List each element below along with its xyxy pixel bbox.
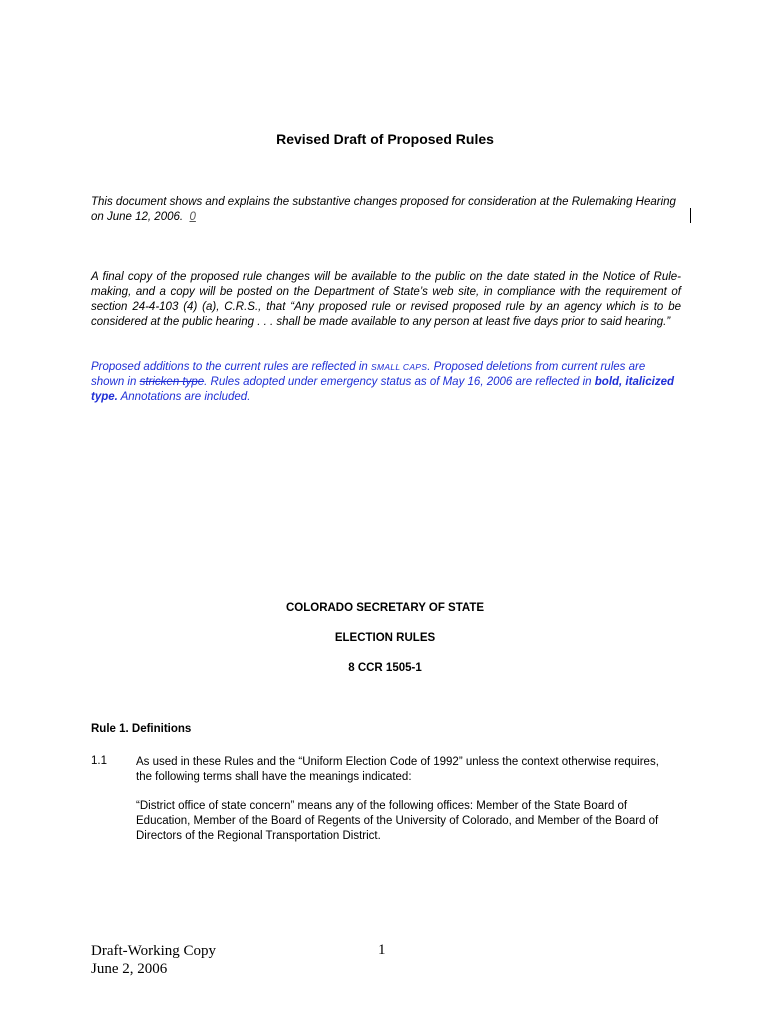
legend-bold-italic: bold, italicized type.: [91, 376, 674, 403]
agency-heading: COLORADO SECRETARY OF STATE: [285, 602, 485, 614]
page-number: 1: [378, 942, 386, 958]
intro-paragraph: [91, 195, 691, 225]
legend-part3: . Rules adopted under emergency status as of May 16, 2006 are reflected in: [204, 376, 592, 388]
footer-info: [91, 942, 216, 978]
footnote-reference[interactable]: 0: [189, 211, 196, 223]
footer-label: Draft-Working Copy: [91, 943, 217, 959]
final-copy-paragraph: A final copy of the proposed rule changes will be available to the public on the date stated in the Notice of Rule-making, and a copy will be posted on the Department of State’s web site, in compliance with the requirement of section 24-4-103 (4) (a), C.R.S., that “Any proposed rule or revised proposed rule by an agency which is to be considered at the public hearing . . . shall be made available to any person at least five days prior to said hearing.”: [91, 271, 681, 328]
section-number: 1.1: [91, 755, 107, 767]
change-bar: [690, 208, 691, 223]
definition-paragraph: “District office of state concern” means any of the following offices: Member of the State Board of Education, Member of the Board of Regents of the University of Colorado, and Member of the Board of Directors of the Regional Transportation District.: [136, 800, 659, 842]
ccr-heading: 8 CCR 1505-1: [348, 662, 422, 674]
legend-part2: . Proposed deletions from current rules are shown in: [91, 361, 646, 388]
legend-part1: Proposed additions to the current rules are reflected in: [91, 361, 368, 373]
document-title: Revised Draft of Proposed Rules: [276, 131, 494, 147]
legend-small-caps: SMALL CAPS: [371, 362, 428, 372]
section-text: As used in these Rules and the “Uniform Election Code of 1992” unless the context otherwise requires, the following terms shall have the meanings indicated:: [136, 756, 659, 783]
legend-stricken: stricken type: [139, 376, 205, 388]
rule-title: Rule 1. Definitions: [91, 723, 192, 735]
legend-part4: Annotations are included.: [117, 391, 251, 403]
intro-text: This document shows and explains the substantive changes proposed for consideration at the Rulemaking Hearing on June 12, 2006.: [91, 196, 676, 223]
formatting-legend: [91, 360, 681, 405]
footer-date: June 2, 2006: [91, 961, 168, 977]
rules-heading: ELECTION RULES: [334, 632, 436, 644]
